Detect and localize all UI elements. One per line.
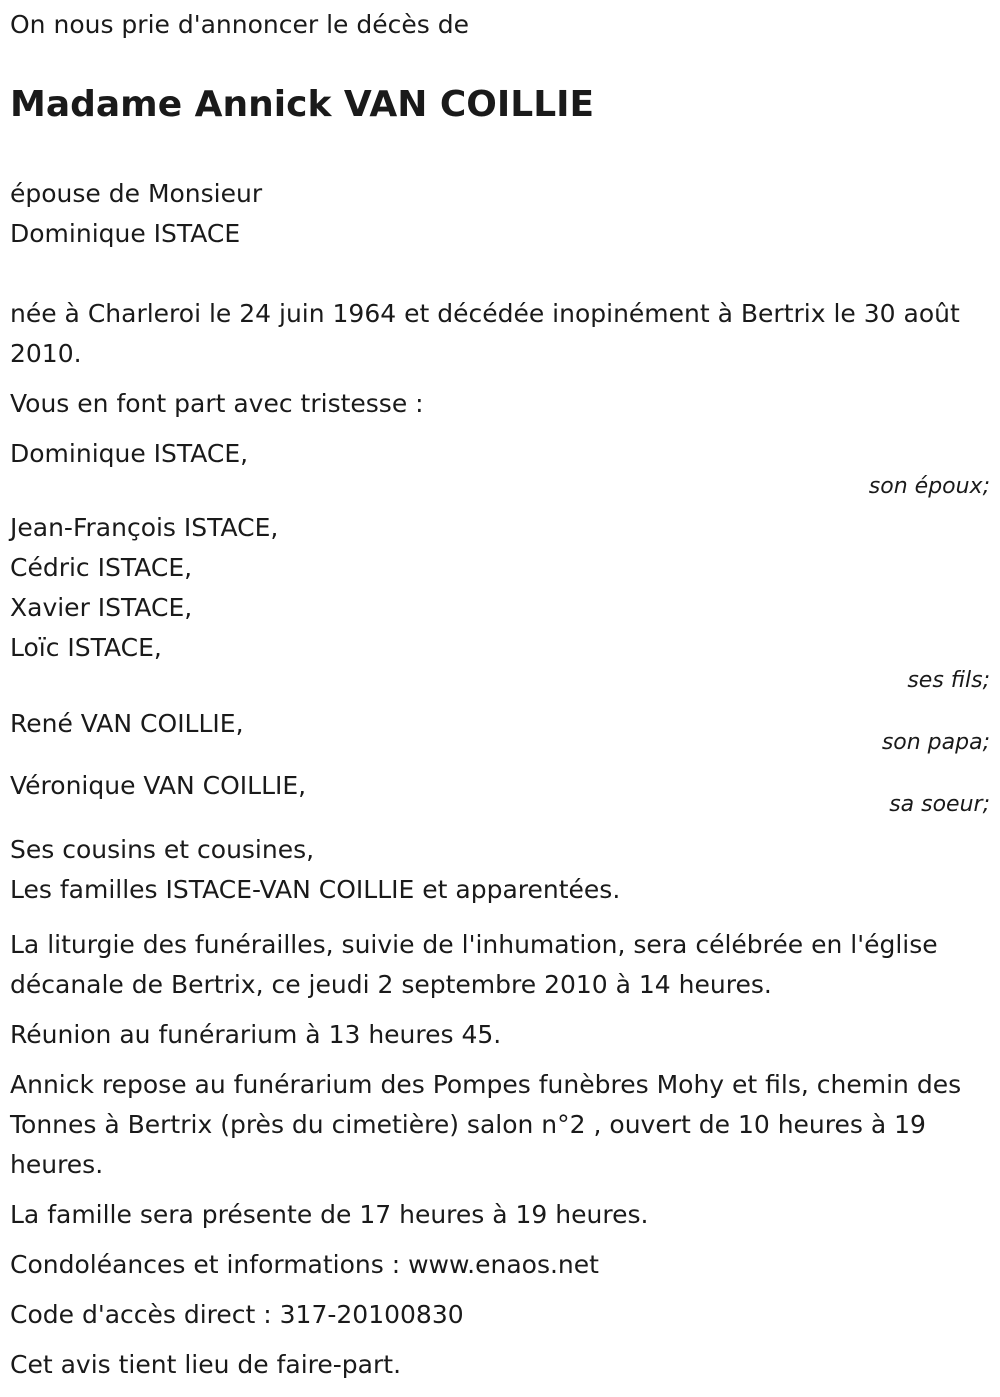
ceremony-section: [10, 925, 990, 1395]
mourner-name: Xavier ISTACE,: [10, 593, 193, 622]
deceased-name: Madame Annick VAN COILLIE: [10, 84, 595, 125]
mourner-name: Loïc ISTACE,: [10, 633, 162, 662]
mourner-name: Dominique ISTACE,: [10, 439, 249, 468]
ceremony-liturgy: La liturgie des funérailles, suivie de l'inhumation, sera célébrée en l'église décanale de Bertrix, ce jeudi 2 septembre 2010 à 14 heures.: [10, 930, 938, 999]
announcement-text: Vous en font part avec tristesse :: [10, 389, 424, 418]
ceremony-condolences: Condoléances et informations : www.enaos.net: [10, 1250, 599, 1279]
mourner-role: son papa;: [881, 730, 990, 755]
mourner-group: [10, 704, 990, 756]
mourner-name: Véronique VAN COILLIE,: [10, 771, 307, 800]
mourner-name: Jean-François ISTACE,: [10, 513, 279, 542]
mourner-group: [10, 434, 990, 500]
mourner-name: Cédric ISTACE,: [10, 553, 193, 582]
mourner-group: [10, 766, 990, 818]
spouse-block: [10, 174, 262, 254]
mourner-name: René VAN COILLIE,: [10, 709, 244, 738]
ceremony-funeral-home: Annick repose au funérarium des Pompes funèbres Mohy et fils, chemin des Tonnes à Bertrix (près du cimetière) salon n°2 , ouvert de 10 heures à 19 heures.: [10, 1070, 962, 1179]
intro-text: On nous prie d'annoncer le décès de: [10, 10, 469, 39]
ceremony-notice: Cet avis tient lieu de faire-part.: [10, 1350, 402, 1379]
mourner-role: sa soeur;: [889, 792, 990, 817]
mourner-role: ses fils;: [907, 668, 990, 693]
mourners-section: [10, 384, 990, 910]
birth-death-text: née à Charleroi le 24 juin 1964 et décédée inopinément à Bertrix le 30 août 2010.: [10, 299, 960, 368]
mourner-role: son époux;: [868, 474, 990, 499]
extended-family: [10, 830, 990, 910]
mourner-group: [10, 508, 990, 694]
spouse-name: Dominique ISTACE: [10, 219, 241, 248]
extended-family-line: Ses cousins et cousines,: [10, 835, 315, 864]
spouse-line: épouse de Monsieur: [10, 179, 263, 208]
ceremony-meeting: Réunion au funérarium à 13 heures 45.: [10, 1020, 502, 1049]
ceremony-family-presence: La famille sera présente de 17 heures à 19 heures.: [10, 1200, 649, 1229]
ceremony-access-code: Code d'accès direct : 317-20100830: [10, 1300, 464, 1329]
extended-family-line: Les familles ISTACE-VAN COILLIE et apparentées.: [10, 875, 621, 904]
